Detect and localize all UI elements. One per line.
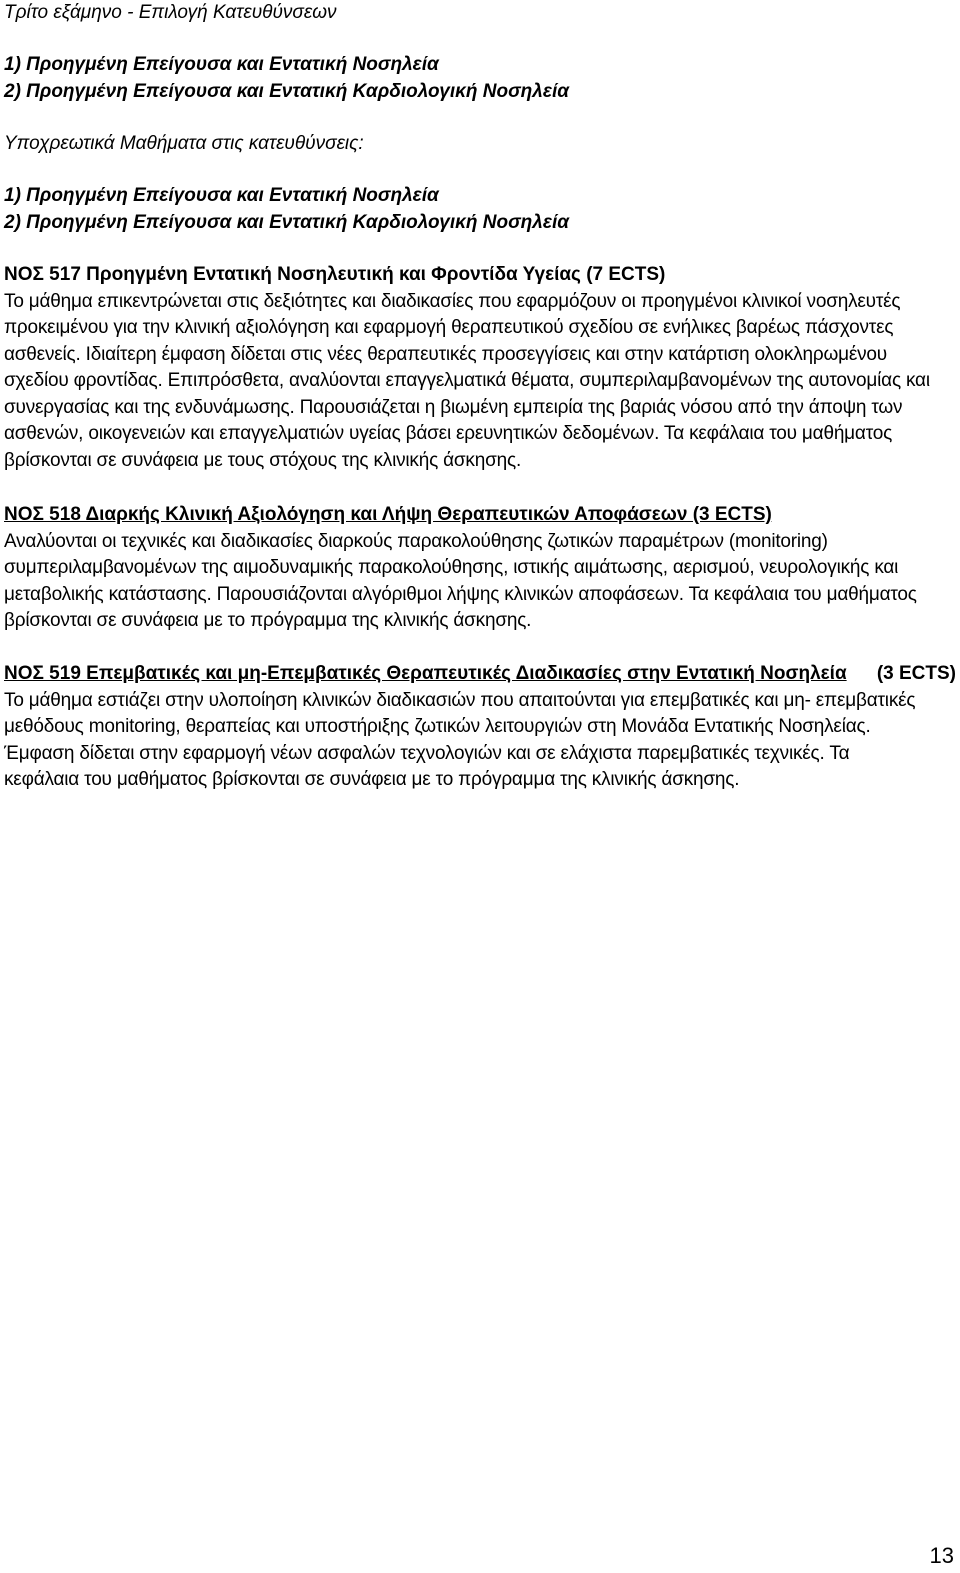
course-description: [4, 289, 956, 475]
page-number: 13: [929, 1543, 954, 1568]
description-line: Αναλύονται οι τεχνικές και διαδικασίες διαρκούς παρακολούθησης ζωτικών παραμέτρων (monitoring): [4, 530, 828, 552]
mandatory-courses-heading: Υποχρεωτικά Μαθήματα στις κατευθύνσεις:: [4, 133, 364, 154]
description-line: Το μάθημα εστιάζει στην υλοποίηση κλινικών διαδικασιών που απαιτούνται για επεμβατικές και μη- επεμβατικές: [4, 689, 916, 711]
description-line: ασθενείς. Ιδιαίτερη έμφαση δίδεται στις νέες θεραπευτικές προσεγγίσεις και στην κατάρτιση ολοκληρωμένου: [4, 343, 887, 365]
description-line: βρίσκονται σε συνάφεια με τους στόχους της κλινικής άσκησης.: [4, 449, 522, 471]
course-nos-519: [4, 661, 956, 794]
description-line: βρίσκονται σε συνάφεια με το πρόγραμμα της κλινικής άσκησης.: [4, 610, 532, 631]
direction-bottom-2: 2) Προηγμένη Επείγουσα και Εντατική Καρδιολογική Νοσηλεία: [4, 211, 570, 233]
description-line: συμπεριλαμβανομένων της αιμοδυναμικής παρακολούθησης, ιστικής αιμάτωσης, αερισμού, νευρολογικής και: [4, 557, 899, 578]
course-nos-517: [4, 262, 956, 474]
course-title-row: [4, 661, 956, 688]
description-line: μεταβολικής κατάστασης. Παρουσιάζονται αλγόριθμοι λήψης κλινικών αποφάσεων. Τα κεφάλαια του μαθήματος: [4, 583, 917, 605]
description-line: συνεργασίας και της ενδυνάμωσης. Παρουσιάζεται η βιωμένη εμπειρία της βαριάς νόσου από την άποψη των: [4, 396, 903, 418]
course-description: [4, 688, 956, 794]
description-line: Το μάθημα επικεντρώνεται στις δεξιότητες και διαδικασίες που εφαρμόζουν οι προηγμένοι κλινικοί νοσηλευτές: [4, 290, 901, 312]
course-description: [4, 529, 956, 635]
direction-top-1: 1) Προηγμένη Επείγουσα και Εντατική Νοσηλεία: [4, 54, 439, 75]
course-title: ΝΟΣ 517 Προηγμένη Εντατική Νοσηλευτική και Φροντίδα Υγείας (7 ECTS): [4, 264, 666, 285]
description-line: Έμφαση δίδεται στην εφαρμογή νέων ασφαλών τεχνολογιών και σε ελάχιστα παρεμβατικές τεχνικές. Τα: [4, 742, 850, 764]
course-title: ΝΟΣ 519 Επεμβατικές και μη-Επεμβατικές Θεραπευτικές Διαδικασίες στην Εντατική Νοσηλεία: [4, 663, 847, 684]
course-ects: (3 ECTS): [876, 663, 956, 684]
course-nos-518: [4, 502, 956, 635]
direction-bottom-1: 1) Προηγμένη Επείγουσα και Εντατική Νοσηλεία: [4, 185, 439, 206]
description-line: προκειμένου για την κλινική αξιολόγηση και εφαρμογή θεραπευτικού σχεδίου σε ενήλικες βαρέως πάσχοντες: [4, 317, 894, 338]
description-line: κεφάλαια του μαθήματος βρίσκονται σε συνάφεια με το πρόγραμμα της κλινικής άσκησης.: [4, 769, 740, 790]
direction-top-2: 2) Προηγμένη Επείγουσα και Εντατική Καρδιολογική Νοσηλεία: [4, 80, 570, 102]
semester-heading: Τρίτο εξάμηνο - Επιλογή Κατευθύνσεων: [4, 2, 337, 23]
description-line: ασθενών, οικογενειών και επαγγελματιών υγείας βάσει ερευνητικών δεδομένων. Τα κεφάλαια του μαθήματος: [4, 423, 893, 444]
description-line: σχεδίου φροντίδας. Επιπρόσθετα, αναλύονται επαγγελματικά θέματα, συμπεριλαμβανομένων της αυτονομίας και: [4, 370, 930, 391]
description-line: μεθόδους monitoring, θεραπείας και υποστήριξης ζωτικών λειτουργιών στη Μονάδα Εντατικής Νοσηλείας.: [4, 716, 871, 737]
course-title: ΝΟΣ 518 Διαρκής Κλινική Αξιολόγηση και Λήψη Θεραπευτικών Αποφάσεων (3 ECTS): [4, 504, 772, 525]
